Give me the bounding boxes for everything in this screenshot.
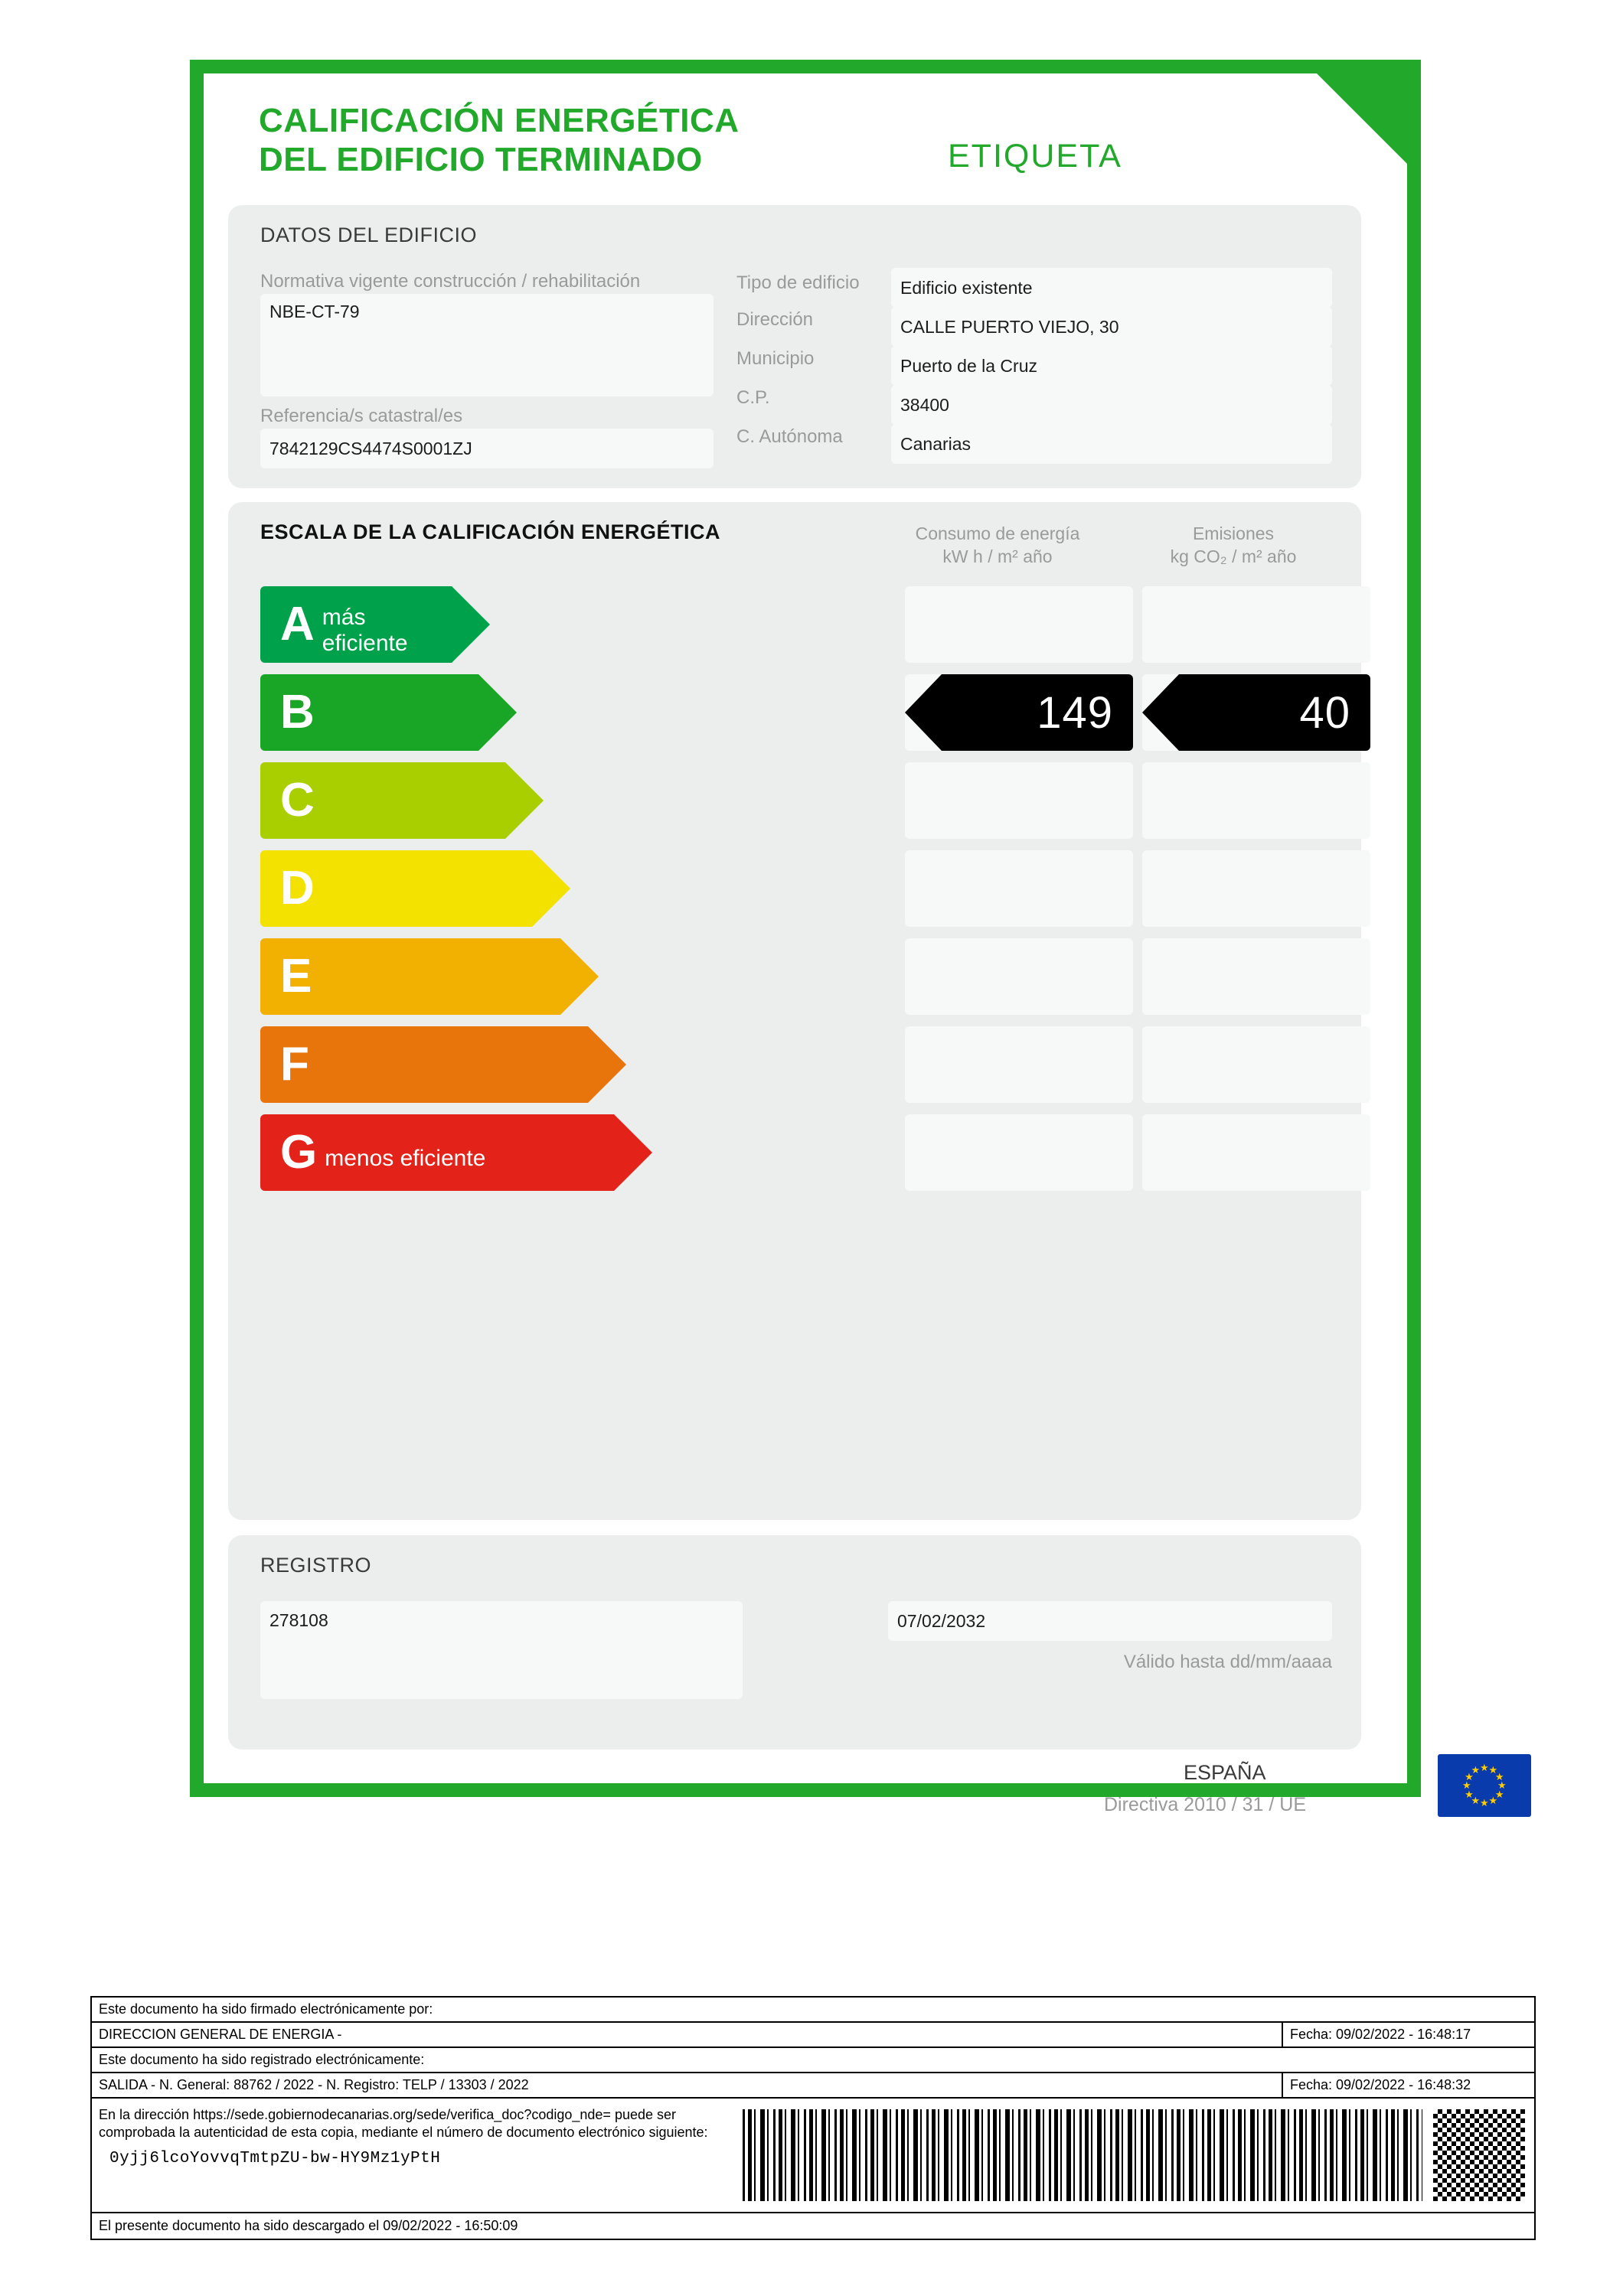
barcode-icon bbox=[743, 2109, 1422, 2201]
consumo-cell-c bbox=[905, 762, 1133, 839]
eu-star-icon: ★ bbox=[1480, 1762, 1489, 1773]
consumo-cell-a bbox=[905, 586, 1133, 663]
registro-title: REGISTRO bbox=[260, 1554, 372, 1577]
registered-label-row bbox=[92, 2048, 1534, 2073]
codigo-postal-label: C.P. bbox=[736, 387, 770, 408]
tipo-edificio-label: Tipo de edificio bbox=[736, 272, 860, 293]
rating-row-a bbox=[260, 586, 1332, 663]
energy-certificate bbox=[190, 60, 1507, 1815]
consumo-cell-e bbox=[905, 938, 1133, 1015]
consumo-column-header bbox=[879, 522, 1116, 569]
signature-date: Fecha: 09/02/2022 - 16:48:17 bbox=[1282, 2023, 1534, 2047]
eu-star-icon: ★ bbox=[1488, 1794, 1498, 1806]
registro-panel bbox=[228, 1535, 1361, 1750]
registry-row bbox=[92, 2073, 1534, 2099]
signer-row bbox=[92, 2023, 1534, 2048]
emisiones-cell-g bbox=[1142, 1114, 1370, 1191]
emisiones-cell-f bbox=[1142, 1026, 1370, 1103]
rating-arrow-d bbox=[260, 850, 532, 927]
arrow-tip-icon bbox=[452, 586, 490, 663]
registro-numero-field[interactable]: 278108 bbox=[260, 1601, 743, 1699]
registro-fecha-field[interactable]: 07/02/2032 bbox=[888, 1601, 1332, 1641]
qr-code-icon bbox=[1433, 2109, 1525, 2201]
rating-note-a: más eficiente bbox=[322, 605, 408, 656]
verification-text: En la dirección https://sede.gobiernodecanarias.org/sede/verifica_doc?codigo_nde= puede ser comprobada la autenticidad de esta copia, mediante el número de documento electrónico siguiente: bbox=[99, 2107, 708, 2141]
eu-star-icon: ★ bbox=[1494, 1788, 1504, 1800]
download-row bbox=[92, 2213, 1534, 2239]
emisiones-header-line1: Emisiones bbox=[1192, 523, 1275, 543]
emisiones-cell-d bbox=[1142, 850, 1370, 927]
rating-row-g bbox=[260, 1114, 1332, 1191]
emisiones-value-tag: 40 bbox=[1179, 674, 1370, 751]
consumo-header-line2: kW h / m² año bbox=[942, 546, 1053, 567]
rating-letter-f: F bbox=[280, 1038, 309, 1091]
consumo-value-tag: 149 bbox=[942, 674, 1133, 751]
referencia-catastral-label: Referencia/s catastral/es bbox=[260, 406, 463, 426]
tipo-edificio-field[interactable]: Edificio existente bbox=[891, 268, 1332, 308]
comunidad-autonoma-label: C. Autónoma bbox=[736, 426, 843, 447]
normativa-label: Normativa vigente construcción / rehabilitación bbox=[260, 271, 641, 292]
rating-arrow-f bbox=[260, 1026, 588, 1103]
certificate-header bbox=[259, 101, 1392, 201]
comunidad-autonoma-field[interactable]: Canarias bbox=[891, 424, 1332, 464]
eu-star-icon: ★ bbox=[1462, 1779, 1471, 1791]
arrow-tip-icon bbox=[614, 1114, 652, 1191]
consumo-cell-g bbox=[905, 1114, 1133, 1191]
document-code: 0yjj6lcoYovvqTmtpZU-bw-HY9Mz1yPtH bbox=[109, 2150, 441, 2168]
rating-note-g: menos eficiente bbox=[325, 1146, 486, 1171]
rating-letter-d: D bbox=[280, 862, 315, 915]
consumo-cell-f bbox=[905, 1026, 1133, 1103]
country-label: ESPAÑA bbox=[1184, 1761, 1266, 1784]
arrow-tip-icon bbox=[532, 850, 570, 927]
eu-flag-icon bbox=[1438, 1754, 1531, 1817]
directive-label: Directiva 2010 / 31 / UE bbox=[1103, 1794, 1306, 1815]
eu-star-icon: ★ bbox=[1497, 1779, 1507, 1791]
arrow-tip-icon bbox=[478, 674, 517, 751]
arrow-tip-icon bbox=[505, 762, 544, 839]
emisiones-column-header bbox=[1115, 522, 1352, 569]
registered-label: Este documento ha sido registrado electrónicamente: bbox=[99, 2052, 425, 2067]
building-data-title: DATOS DEL EDIFICIO bbox=[260, 223, 478, 246]
building-data-panel bbox=[228, 205, 1361, 488]
rating-row-c bbox=[260, 762, 1332, 839]
signed-by-row bbox=[92, 1998, 1534, 2023]
direccion-label: Dirección bbox=[736, 309, 814, 330]
rating-letter-a: A bbox=[280, 598, 315, 651]
title-line-2: DEL EDIFICIO TERMINADO bbox=[259, 141, 703, 179]
emisiones-cell-c bbox=[1142, 762, 1370, 839]
rating-row-f bbox=[260, 1026, 1332, 1103]
rating-rows bbox=[260, 586, 1350, 1202]
signed-by-label: Este documento ha sido firmado electrónicamente por: bbox=[99, 2001, 433, 2017]
consumo-cell-d bbox=[905, 850, 1133, 927]
eu-star-icon: ★ bbox=[1488, 1764, 1498, 1776]
emisiones-header-line2: kg CO₂ / m² año bbox=[1170, 546, 1297, 567]
rating-letter-e: E bbox=[280, 950, 312, 1003]
energy-scale-panel bbox=[228, 502, 1361, 1520]
rating-row-e bbox=[260, 938, 1332, 1015]
download-note: El presente documento ha sido descargado el 09/02/2022 - 16:50:09 bbox=[99, 2218, 518, 2233]
rating-row-d bbox=[260, 850, 1332, 927]
rating-arrow-e bbox=[260, 938, 560, 1015]
registry-date: Fecha: 09/02/2022 - 16:48:32 bbox=[1282, 2073, 1534, 2097]
eu-star-icon: ★ bbox=[1494, 1770, 1504, 1782]
eu-star-icon: ★ bbox=[1465, 1788, 1474, 1800]
eu-star-icon: ★ bbox=[1480, 1797, 1489, 1808]
rating-letter-b: B bbox=[280, 686, 315, 739]
registry-line: SALIDA - N. General: 88762 / 2022 - N. Registro: TELP / 13303 / 2022 bbox=[99, 2077, 529, 2092]
normativa-field[interactable]: NBE-CT-79 bbox=[260, 294, 714, 396]
verification-block bbox=[92, 2099, 735, 2212]
page-title bbox=[259, 101, 1392, 179]
codigo-postal-field[interactable]: 38400 bbox=[891, 385, 1332, 425]
certificate-body bbox=[204, 73, 1507, 1815]
rating-letter-g: G bbox=[280, 1126, 318, 1179]
emisiones-cell-e bbox=[1142, 938, 1370, 1015]
municipio-field[interactable]: Puerto de la Cruz bbox=[891, 346, 1332, 386]
municipio-label: Municipio bbox=[736, 348, 815, 369]
eu-star-icon: ★ bbox=[1471, 1764, 1481, 1776]
consumo-header-line1: Consumo de energía bbox=[915, 523, 1080, 543]
rating-arrow-a bbox=[260, 586, 452, 663]
arrow-tip-icon bbox=[588, 1026, 626, 1103]
eu-star-icon: ★ bbox=[1471, 1794, 1481, 1806]
arrow-tip-icon bbox=[560, 938, 599, 1015]
direccion-field[interactable]: CALLE PUERTO VIEJO, 30 bbox=[891, 307, 1332, 347]
electronic-signature-block bbox=[90, 1996, 1536, 2240]
referencia-catastral-field[interactable]: 7842129CS4474S0001ZJ bbox=[260, 429, 714, 468]
signer-name: DIRECCION GENERAL DE ENERGIA - bbox=[99, 2027, 342, 2042]
energy-scale-title: ESCALA DE LA CALIFICACIÓN ENERGÉTICA bbox=[260, 520, 721, 543]
etiqueta-label: ETIQUETA bbox=[948, 138, 1122, 174]
verification-row bbox=[92, 2099, 1534, 2213]
rating-arrow-c bbox=[260, 762, 505, 839]
title-line-1: CALIFICACIÓN ENERGÉTICA bbox=[259, 102, 740, 139]
rating-letter-c: C bbox=[280, 774, 315, 827]
valido-hasta-label: Válido hasta dd/mm/aaaa bbox=[1123, 1652, 1332, 1672]
emisiones-cell-a bbox=[1142, 586, 1370, 663]
eu-star-icon: ★ bbox=[1465, 1770, 1474, 1782]
rating-arrow-g bbox=[260, 1114, 614, 1191]
rating-arrow-b bbox=[260, 674, 478, 751]
rating-row-b bbox=[260, 674, 1350, 751]
